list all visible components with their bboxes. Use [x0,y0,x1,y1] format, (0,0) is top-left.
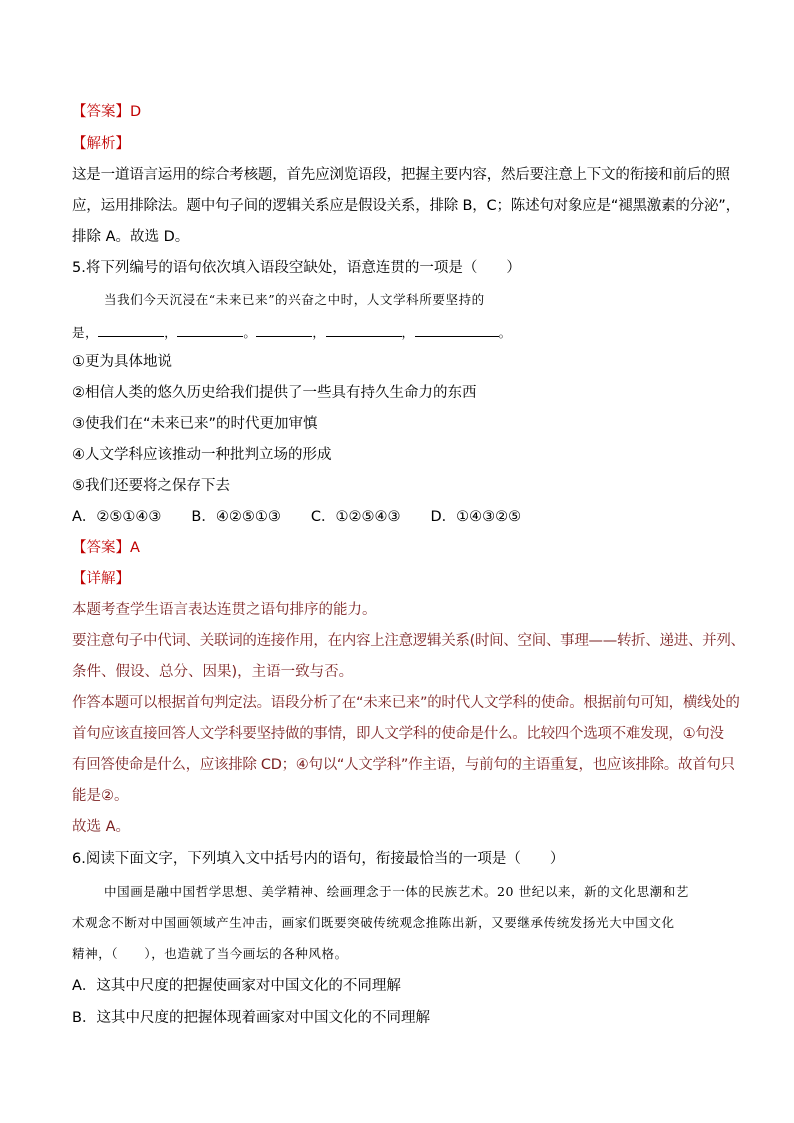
detail-p3-line-4: 能是②。 [72,788,129,804]
blank-4 [326,322,402,337]
q5-item-3: ③使我们在“未来已来”的时代更加审慎 [72,416,318,432]
q5-option-b: B．④②⑤①③ [191,509,281,525]
blank-3 [256,322,312,337]
q5-option-a: A．②⑤①④③ [72,509,162,525]
analysis-label: 【解析】 [72,136,130,152]
question-5-stem: 5.将下列编号的语句依次填入语段空缺处，语意连贯的一项是（ ） [72,260,521,276]
question-6-stem: 6.阅读下面文字，下列填入文中括号内的语句，衔接最恰当的一项是（ ） [72,851,565,867]
answer-value: D [130,104,142,120]
q5-passage-line-2: 是， ， 。 ， ， 。 [72,322,722,343]
q5-options [72,507,722,527]
analysis-line-2: 应，运用排除法。题中句子间的逻辑关系应是假设关系，排除 B，C；陈述句对象应是“褪黑激素的分泌”， [72,198,740,214]
analysis-line-1: 这是一道语言运用的综合考核题，首先应浏览语段，把握主要内容，然后要注意上下文的衔接和前后的照 [72,167,730,183]
q5-passage-prefix: 是， [72,325,99,340]
q6-option-b: B．这其中尺度的把握体现着画家对中国文化的不同理解 [72,1010,430,1026]
analysis-line-3: 排除 A。故选 D。 [72,229,190,245]
blank-2 [177,322,243,337]
q5-option-d: D．①④③②⑤ [430,509,522,525]
detail-p1: 本题考查学生语言表达连贯之语句排序的能力。 [72,602,377,618]
answer-2 [72,538,722,558]
q6-passage-line-1: 中国画是融中国哲学思想、美学精神、绘画理念于一体的民族艺术。20 世纪以来，新的文化思潮和艺 [104,884,689,899]
q5-item-4: ④人文学科应该推动一种批判立场的形成 [72,447,332,463]
q6-passage-line-3: 精神，（ ），也造就了当今画坛的各种风格。 [72,946,348,961]
q5-item-1: ①更为具体地说 [72,354,172,370]
answer-value: A [130,540,140,556]
detail-label: 【详解】 [72,571,130,587]
blank-5 [415,322,499,337]
detail-p3-line-2: 首句应该直接回答人文学科要坚持做的事情，即人文学科的使命是什么。比较四个选项不难发现，①句没 [72,726,724,742]
q5-item-2: ②相信人类的悠久历史给我们提供了一些具有持久生命力的东西 [72,385,477,401]
q6-passage-line-2: 术观念不断对中国画领域产生冲击，画家们既要突破传统观念推陈出新，又要继承传统发扬光大中国文化 [72,915,675,930]
q5-passage-line-1: 当我们今天沉浸在“未来已来”的兴奋之中时，人文学科所要坚持的 [104,292,485,307]
detail-p3-line-3: 有回答使命是什么，应该排除 CD；④句以“人文学科”作主语，与前句的主语重复，也应该排除。故首句只 [72,757,735,773]
answer-label: 【答案】 [72,104,130,120]
blank-1 [98,322,164,337]
q5-item-5: ⑤我们还要将之保存下去 [72,478,230,494]
answer-1 [72,102,722,122]
q6-option-a: A．这其中尺度的把握使画家对中国文化的不同理解 [72,978,401,994]
detail-p2-line-2: 条件、假设、总分、因果)，主语一致与否。 [72,664,354,680]
detail-p3-line-1: 作答本题可以根据首句判定法。语段分析了在“未来已来”的时代人文学科的使命。根据前句可知，横线处的 [72,695,740,711]
answer-label: 【答案】 [72,540,130,556]
detail-conclusion: 故选 A。 [72,819,131,835]
q5-option-c: C．①②⑤④③ [310,509,401,525]
detail-p2-line-1: 要注意句子中代词、关联词的连接作用，在内容上注意逻辑关系(时间、空间、事理——转折、递进、并列、 [72,633,745,649]
